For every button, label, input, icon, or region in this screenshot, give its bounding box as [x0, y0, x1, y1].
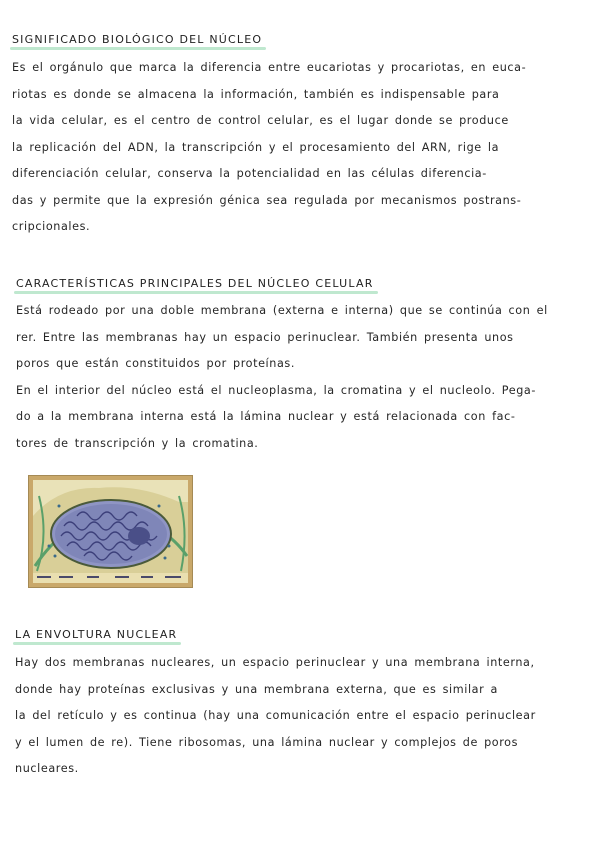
heading-highlight [13, 642, 181, 645]
paragraph-significado [12, 55, 526, 241]
text-line: do a la membrana interna está la lámina nuclear y está relacionada con fac- [16, 410, 516, 423]
paragraph-envoltura [15, 650, 536, 783]
text-line: Es el orgánulo que marca la diferencia entre eucariotas y procariotas, en euca- [12, 61, 527, 74]
text-line: y el lumen de re). Tiene ribosomas, una lámina nuclear y complejos de poros [15, 735, 519, 749]
text-line: Hay dos membranas nucleares, un espacio perinuclear y una membrana interna, [15, 656, 535, 669]
section-heading-text: CARACTERÍSTICAS PRINCIPALES DEL NÚCLEO CELULAR [16, 277, 374, 290]
text-line: donde hay proteínas exclusivas y una membrana externa, que es similar a [15, 682, 498, 696]
paragraph-caracteristicas [16, 298, 548, 457]
text-line: rer. Entre las membranas hay un espacio perinuclear. También presenta unos [16, 330, 514, 344]
text-line: riotas es donde se almacena la información, también es indispensable para [12, 87, 500, 101]
text-line: la replicación del ADN, la transcripción y el procesamiento del ARN, rige la [12, 140, 500, 154]
text-line: nucleares. [15, 762, 79, 775]
text-line: la vida celular, es el centro de control celular, es el lugar donde se produce [12, 114, 509, 127]
nucleus-diagram-icon [29, 476, 192, 587]
nucleus-diagram-image [28, 475, 193, 588]
text-line: cripcionales. [12, 220, 91, 233]
text-line: das y permite que la expresión génica sea regulada por mecanismos postrans- [12, 193, 522, 207]
text-line: Está rodeado por una doble membrana (externa e interna) que se continúa con el [16, 304, 548, 317]
section-heading-envoltura [15, 628, 177, 641]
section-heading-significado [12, 33, 262, 46]
section-heading-text: SIGNIFICADO BIOLÓGICO DEL NÚCLEO [12, 33, 263, 46]
section-heading-caracteristicas [16, 277, 374, 290]
text-line: tores de transcripción y la cromatina. [16, 436, 259, 450]
heading-highlight [14, 291, 378, 294]
heading-highlight [10, 47, 266, 50]
text-line: diferenciación celular, conserva la potencialidad en las células diferencia- [12, 167, 487, 180]
section-heading-text: LA ENVOLTURA NUCLEAR [15, 628, 178, 641]
text-line: En el interior del núcleo está el nucleoplasma, la cromatina y el nucleolo. Pega- [16, 383, 537, 397]
text-line: la del retículo y es continua (hay una comunicación entre el espacio perinuclear [15, 709, 536, 722]
text-line: poros que están constituidos por proteínas. [16, 357, 295, 370]
